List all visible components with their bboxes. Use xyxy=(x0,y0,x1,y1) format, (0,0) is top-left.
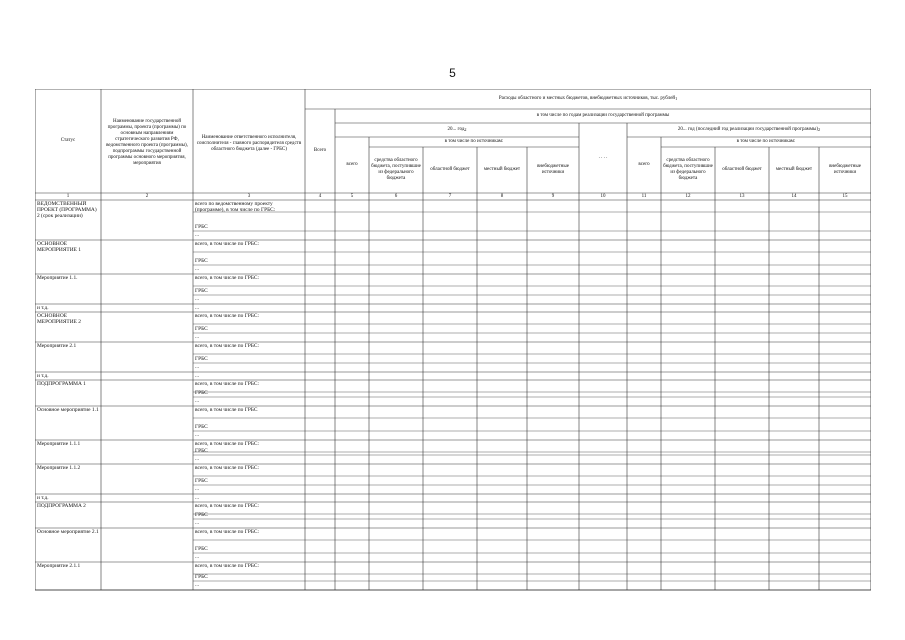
row-total-line: ... xyxy=(195,373,200,379)
row-grbs: ГРБС xyxy=(195,288,208,294)
header-ellipsis: . . . . xyxy=(598,155,608,160)
row-total-line: всего, в том числе по ГРБС: xyxy=(195,275,259,281)
column-number: 2 xyxy=(145,193,149,199)
row-status: Мероприятие 2.1 xyxy=(37,343,77,349)
row-status: Мероприятие 1.1.1 xyxy=(37,441,81,447)
row-grbs: ГРБС xyxy=(195,546,208,552)
column-number: 5 xyxy=(350,193,354,199)
header-regional-budget-2: областной бюджет xyxy=(722,167,762,172)
header-local-budget: местный бюджет xyxy=(483,167,521,172)
row-grbs: ГРБС xyxy=(195,574,208,580)
column-number: 3 xyxy=(247,193,251,199)
header-year-last-text: 20... год (последний год реализации государственной программы) xyxy=(677,127,819,132)
row-status: и т.д. xyxy=(37,373,49,379)
header-sub-total-2: всего xyxy=(638,162,650,167)
row-dots: ... xyxy=(195,364,200,370)
header-expenses-sup: 1 xyxy=(675,96,678,101)
row-total-line: всего, в том числе по ГРБС: xyxy=(195,441,259,447)
column-number: 13 xyxy=(739,193,745,199)
column-number: 6 xyxy=(394,193,398,199)
header-year1-sup: 2 xyxy=(464,127,467,132)
row-dots: ... xyxy=(195,520,200,526)
header-federal-funds: средства областного бюджета, поступившие из федерального бюджета xyxy=(371,158,421,181)
row-status: и т.д. xyxy=(37,305,49,311)
header-sub-total: всего xyxy=(346,162,358,167)
header-extra-budget-2: внебюджетные источники xyxy=(829,164,861,175)
header-executor: Наименование ответственного исполнителя, соисполнителя - главного распорядителя средств областного бюджета (далее - ГРБС) xyxy=(196,135,302,152)
header-extra-budget: внебюджетные источники xyxy=(537,164,569,175)
row-status: ПОДПРОГРАММА 2 xyxy=(37,503,86,509)
row-status: ВЕДОМСТВЕННЫЙ ПРОЕКТ (ПРОГРАММА) 2 (срок реализации) xyxy=(37,201,97,219)
header-by-years: в том числе по годам реализации государственной программы xyxy=(536,113,670,118)
header-by-sources: в том числе по источникам: xyxy=(444,139,504,144)
row-grbs: ГРБС xyxy=(195,390,208,396)
column-number: 9 xyxy=(551,193,555,199)
column-number: 12 xyxy=(685,193,691,199)
header-year-last xyxy=(627,123,871,137)
budget-table xyxy=(35,89,871,592)
column-number: 14 xyxy=(791,193,797,199)
row-total-line: всего, в том числе по ГРБС: xyxy=(195,465,259,471)
row-dots: ... xyxy=(195,582,200,588)
row-total-line: всего, в том числе по ГРБС: xyxy=(195,241,259,247)
column-number: 7 xyxy=(448,193,452,199)
header-year1-text: 20... год xyxy=(447,127,465,132)
header-local-budget-2: местный бюджет xyxy=(775,167,813,172)
row-status: Основное мероприятие 1.1 xyxy=(37,407,99,413)
row-dots: ... xyxy=(195,456,200,462)
row-dots: ... xyxy=(195,554,200,560)
row-total-line: всего, в том числе по ГРБС: xyxy=(195,563,259,569)
column-number: 1 xyxy=(66,193,70,199)
row-total-line: ... xyxy=(195,305,200,311)
header-regional-budget: областной бюджет xyxy=(430,167,470,172)
column-number: 10 xyxy=(600,193,606,199)
row-grbs: ГРБС xyxy=(195,424,208,430)
header-total: Всего xyxy=(313,148,327,153)
row-grbs: ГРБС xyxy=(195,478,208,484)
row-dots: ... xyxy=(195,232,200,238)
row-dots: ... xyxy=(195,432,200,438)
row-total-line: всего, в том числе по ГРБС: xyxy=(195,503,259,509)
row-status: Мероприятие 1.1. xyxy=(37,275,78,281)
column-number: 11 xyxy=(641,193,647,199)
header-federal-funds-2: средства областного бюджета, поступившие из федерального бюджета xyxy=(663,158,713,181)
header-by-sources-2: в том числе по источникам: xyxy=(736,139,796,144)
row-total-line: всего, в том числе по ГРБС: xyxy=(195,343,259,349)
row-status: Основное мероприятие 2.1 xyxy=(37,529,99,535)
row-total-line: всего по ведомственному проекту (программе), в том числе по ГРБС: xyxy=(195,201,276,213)
row-dots: ... xyxy=(195,486,200,492)
header-expenses-text: Расходы областного и местных бюджетов, внебюджетных источников, тыс. рублей xyxy=(498,96,676,101)
column-number: 8 xyxy=(500,193,504,199)
row-total-line: всего, в том числе по ГРБС: xyxy=(195,529,259,535)
row-status: и т.д. xyxy=(37,495,49,501)
row-grbs: ГРБС xyxy=(195,356,208,362)
page-number: 5 xyxy=(449,66,456,80)
row-grbs: ГРБС xyxy=(195,512,208,518)
header-status: Статус xyxy=(60,138,76,143)
row-status: ОСНОВНОЕ МЕРОПРИЯТИЕ 1 xyxy=(37,241,81,253)
row-grbs: ГРБС xyxy=(195,258,208,264)
row-grbs: ГРБС xyxy=(195,448,208,454)
row-dots: ... xyxy=(195,334,200,340)
header-expenses xyxy=(307,91,869,107)
row-total-line: всего, в том числе по ГРБС: xyxy=(195,381,259,387)
header-year1 xyxy=(335,123,579,137)
row-grbs: ГРБС xyxy=(195,224,208,230)
row-status: ПОДПРОГРАММА 1 xyxy=(37,381,86,387)
row-total-line: всего, в том числе по ГРБС: xyxy=(195,313,259,319)
column-number: 4 xyxy=(318,193,322,199)
column-number: 15 xyxy=(842,193,848,199)
row-total-line: ... xyxy=(195,495,200,501)
header-year-last-sup: 2 xyxy=(818,127,821,132)
row-dots: ... xyxy=(195,398,200,404)
row-total-line: всего, в том числе по ГРБС xyxy=(195,407,258,413)
row-dots: ... xyxy=(195,296,200,302)
row-status: Мероприятие 2.1.1 xyxy=(37,563,81,569)
row-status: ОСНОВНОЕ МЕРОПРИЯТИЕ 2 xyxy=(37,313,81,325)
header-name: Наименование государственной программы, проекта (программы) по основным направлениям стратегического развития РФ, ведомственного проекта (программы), подпрограммы государственной программы основного мероприятия, мероприятия xyxy=(106,119,188,166)
row-dots: ... xyxy=(195,266,200,272)
row-status: Мероприятие 1.1.2 xyxy=(37,465,81,471)
row-grbs: ГРБС xyxy=(195,326,208,332)
